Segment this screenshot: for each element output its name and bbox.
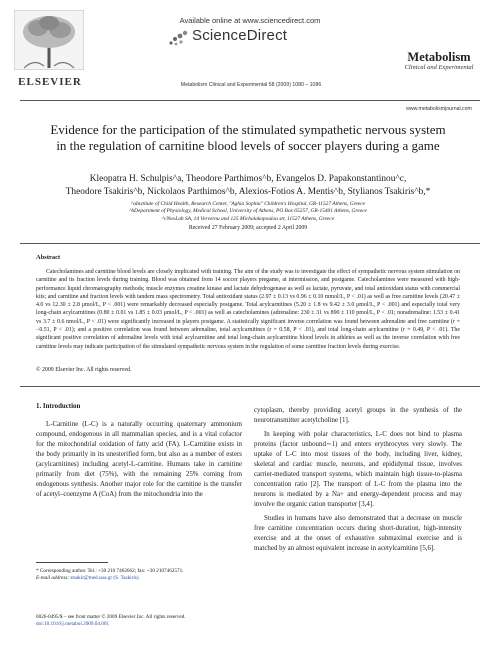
intro-paragraph-3: Studies in humans have also demonstrated that a decrease on muscle free carnitine concentration occurs during short-duration, high-intensity exercise and at the onset of exhaustive submaximal exercise and is matched by an almost equivalent increase in acetylcarnitine [5,6]. <box>254 515 462 552</box>
footnote-email-row <box>36 575 242 582</box>
publisher-name: ELSEVIER <box>18 76 82 88</box>
sciencedirect-wordmark: ScienceDirect <box>192 27 288 44</box>
elsevier-tree-icon <box>14 10 84 70</box>
affiliation-b: ^bDepartment of Physiology, Medical School, University of Athens, PO Box 65257, GR-15401 Athens, Greece <box>129 208 367 215</box>
article-bottom-info <box>36 614 242 628</box>
abstract-text: Catecholamines and carnitine blood levels are closely implicated with training. The aim of the study was to investigate the effect of sympathetic nervous system stimulation on carnitine and its fraction levels during training. Blood was obtained from 14 soccer players pregame, at intermission, and postgame. Catecholamines were measured with high-performance liquid chromatography methods; muscle enzymes creatine kinase and lactate dehydrogenase as well as lactate, pyruvate, and total antioxidant status with commercial kits; and carnitine and fraction levels with tandem mass spectrometry. Total antioxidant status (2.97 ± 0.13 vs 0.96 ± 0.10 mmol/L, P < .01) as well as free carnitine levels (20.47 ± 4.0 vs 12.30 ± 2.8 μmol/L, P < .001) were remarkably decreased especially postgame. Total acylcarnitines (5.20 ± 1.8 vs 9.42 ± 3.0 μmol/L, P < .001) and especially total very long-chain acylcarnitines (0.80 ± 0.01 vs 1.85 ± 0.03 μmol/L, P < .001) as well as catecholamines (adrenaline: 230 ± 31 vs 890 ± 110 pmol/L, P < .01; noradrenaline: 1.53 ± 0.41 vs 3.7 ± 0.6 nmol/L, P < .01) were significantly increased in players postgame. A statistically significant inverse correlation was found between adrenaline and free carnitine (r = −0.51, P < .01); and a positive correlation was found between adrenaline, total acylcarnitines (r = 0.58, P < .01), and total long-chain acylcarnitine (r = 0.49, P < .01). The significant positive correlation of adrenaline levels with total acylcarnitine and total long-chain acylcarnitine blood levels in athletes as well as the inverse correlation with free carnitine levels may indicate participation of the stimulated sympathetic nervous system in the regulation of some carnitine fraction levels during exercise. <box>36 269 460 350</box>
available-online-text: Available online at www.sciencedirect.com <box>179 16 321 25</box>
affiliations <box>40 201 456 223</box>
received-dates: Received 27 February 2009; accepted 2 April 2009 <box>188 225 308 231</box>
article-title: Evidence for the participation of the stimulated sympathetic nervous system in the regulation of carnitine blood levels of soccer players during a game <box>50 122 446 153</box>
footnotes <box>36 568 242 582</box>
abstract-bottom-divider <box>20 386 480 387</box>
journal-name: Metabolism <box>407 50 471 64</box>
sciencedirect-logo[interactable] <box>168 27 328 49</box>
intro-paragraph-1-cont: cytoplasm, thereby providing acetyl groups in the synthesis of the neurotransmitter acetylcholine [1]. <box>254 407 462 424</box>
footnote-corresponding: * Corresponding author. Tel.: +30 210 7462662; fax: +30 2107462571. <box>36 568 184 574</box>
authors-line-2: Theodore Tsakiris^b, Nickolaos Parthimos^b, Alexios-Fotios A. Mentis^b, Stylianos Tsakiris^b,* <box>65 187 431 197</box>
section-heading-introduction: 1. Introduction <box>36 403 81 410</box>
affiliation-a: ^aInstitute of Child Health, Research Center, "Aghia Sophia" Children's Hospital, GR-11527 Athens, Greece <box>130 201 366 207</box>
left-column <box>36 420 242 504</box>
abstract-copyright: © 2009 Elsevier Inc. All rights reserved. <box>36 367 132 373</box>
right-column <box>254 406 462 558</box>
journal-subtitle: Clinical and Experimental <box>404 64 474 71</box>
abstract-heading: Abstract <box>36 254 61 261</box>
authors-line-1: Kleopatra H. Schulpis^a, Theodore Parthimos^b, Evangelos D. Papakonstantinou^c, <box>89 174 407 184</box>
abstract-top-divider <box>20 243 480 244</box>
doi-link[interactable]: doi:10.1016/j.metabol.2009.04.001 <box>36 621 110 627</box>
intro-paragraph-2: In keeping with polar characteristics, L-C does not bind to plasma proteins (factor unbound∼1) and enters erythrocytes very slowly. The uptake of L-C into most tissues of the body, including liver, kidney, skeletal and cardiac muscle, neurons, and epididymal tissue, involves carrier-mediated transport systems, which maintain high tissue-to-plasma concentration ratio [2]. The transport of L-C from the plasma into the neurons is mediated by a Na+ and energy-dependent process and may involve the organic cation transporter [3,4]. <box>254 431 462 508</box>
sciencedirect-dots-icon <box>168 29 188 47</box>
affiliation-c: ^cNeoLab SA, 14 Ververou and 125 Michalakopoulou str, 11527 Athens, Greece <box>161 215 335 222</box>
author-list <box>34 173 462 199</box>
header-divider <box>20 100 480 101</box>
journal-url[interactable]: www.metabolismjournal.com <box>406 106 472 112</box>
footnote-divider <box>36 562 108 563</box>
journal-masthead <box>386 50 492 112</box>
footnote-email-link[interactable]: stsakir@med.uoa.gr (S. Tsakiris). <box>70 575 140 581</box>
intro-paragraph-1: L-Carnitine (L-C) is a naturally occurring quaternary ammonium compound, endogenous in all mammalian species, and is a vital cofactor for the mitochondrial oxidation of fatty acid (FA). L-Carnitine exists in the body primarily in its unesterified form, but also as a number of esters (acylcarnitines) including acetyl-L-carnitine. Humans take in carnitine primarily from diet (75%), with the remaining 25% coming from endogenous synthesis. Another major role for the carnitine is the transfer of acetyl–coenzyme A (CoA) from the mitochondria into the <box>36 421 242 498</box>
issn-line: 0026-0495/$ – see front matter © 2009 Elsevier Inc. All rights reserved. <box>36 614 186 620</box>
journal-citation: Metabolism Clinical and Experimental 58 (2009) 1080 – 1086 <box>180 82 322 88</box>
footnote-email-label: E-mail address: <box>36 575 70 581</box>
